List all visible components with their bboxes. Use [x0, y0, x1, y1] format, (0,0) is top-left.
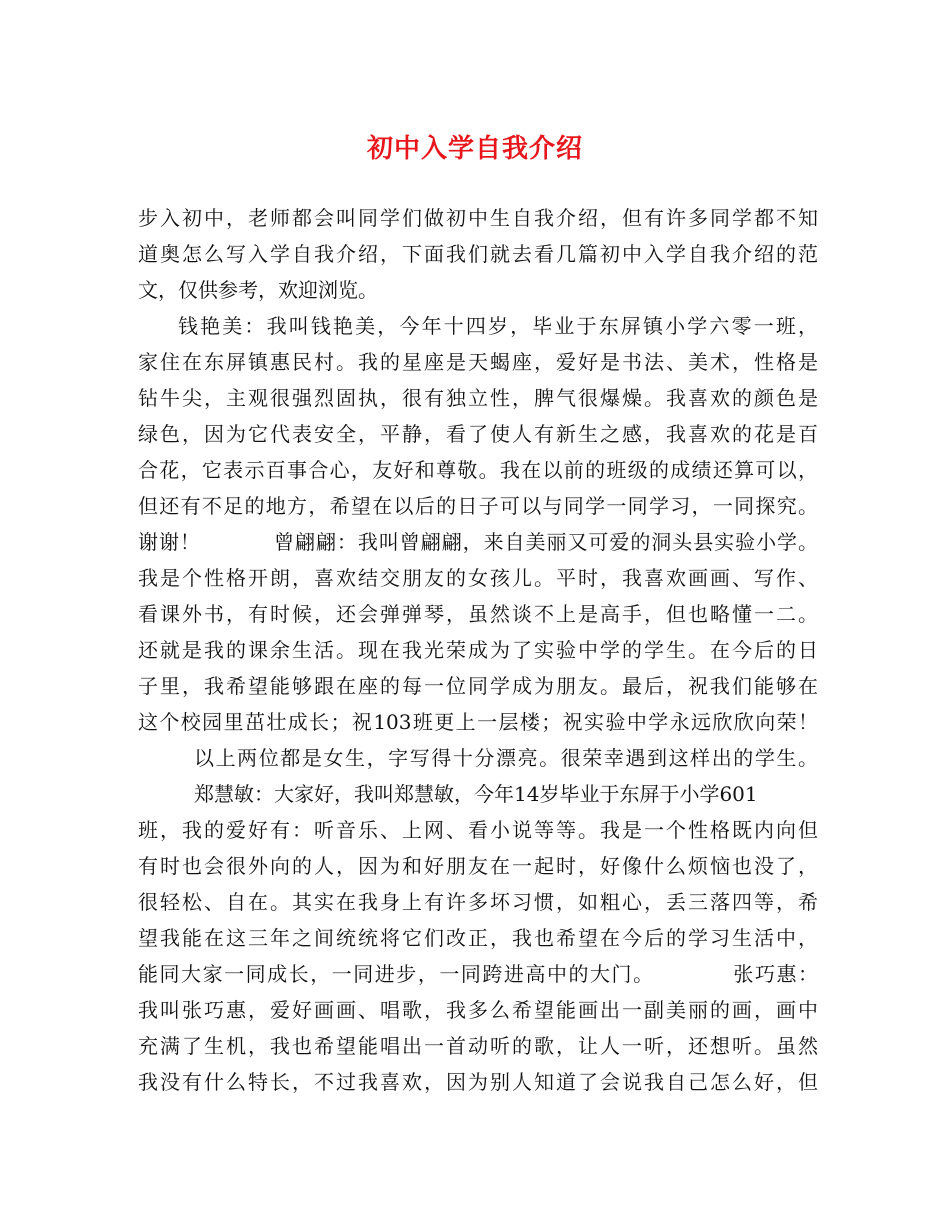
- text-line: 郑慧敏：大家好，我叫郑慧敏，今年14岁毕业于东屏于小学601: [194, 782, 758, 806]
- text-line: 谢谢！ 曾翩翩：我叫曾翩翩，来自美丽又可爱的洞头县实验小学。: [138, 530, 818, 554]
- text-line: 绿色，因为它代表安全，平静，看了使人有新生之感，我喜欢的花是百: [138, 422, 818, 446]
- text-line: 我是个性格开朗，喜欢结交朋友的女孩儿。平时，我喜欢画画、写作、: [138, 566, 818, 590]
- text-line: 还就是我的课余生活。现在我光荣成为了实验中学的学生。在今后的日: [138, 638, 818, 662]
- text-line: 合花，它表示百事合心，友好和尊敬。我在以前的班级的成绩还算可以，: [138, 458, 818, 482]
- document-body: [138, 200, 818, 1100]
- text-line: 钱艳美：我叫钱艳美，今年十四岁，毕业于东屏镇小学六零一班，: [178, 314, 818, 338]
- text-line: 这个校园里茁壮成长；祝103班更上一层楼；祝实验中学永远欣欣向荣！: [138, 710, 818, 734]
- text-line: 有时也会很外向的人，因为和好朋友在一起时，好像什么烦恼也没了，: [138, 854, 818, 878]
- text-line: 很轻松、自在。其实在我身上有许多坏习惯，如粗心，丢三落四等，希: [138, 890, 818, 914]
- text-line: 钻牛尖，主观很强烈固执，很有独立性，脾气很爆燥。我喜欢的颜色是: [138, 386, 818, 410]
- text-line: 班，我的爱好有：听音乐、上网、看小说等等。我是一个性格既内向但: [138, 818, 818, 842]
- text-line: 文，仅供参考，欢迎浏览。: [138, 278, 378, 302]
- text-line: 步入初中，老师都会叫同学们做初中生自我介绍，但有许多同学都不知: [138, 206, 818, 230]
- text-line: 充满了生机，我也希望能唱出一首动听的歌，让人一听，还想听。虽然: [138, 1034, 818, 1058]
- text-line: 我没有什么特长，不过我喜欢，因为别人知道了会说我自己怎么好，但: [138, 1070, 818, 1094]
- text-line: 以上两位都是女生，字写得十分漂亮。很荣幸遇到这样出的学生。: [194, 746, 818, 770]
- text-line: 我叫张巧惠，爱好画画、唱歌，我多么希望能画出一副美丽的画，画中: [138, 998, 818, 1022]
- text-line: 看课外书，有时候，还会弹弹琴，虽然谈不上是高手，但也略懂一二。: [138, 602, 818, 626]
- text-line: 望我能在这三年之间统统将它们改正，我也希望在今后的学习生活中，: [138, 926, 818, 950]
- text-line: 能同大家一同成长，一同进步，一同跨进高中的大门。 张巧惠：: [138, 962, 818, 986]
- text-line: 家住在东屏镇惠民村。我的星座是天蝎座，爱好是书法、美术，性格是: [138, 350, 818, 374]
- text-line: 道奥怎么写入学自我介绍，下面我们就去看几篇初中入学自我介绍的范: [138, 242, 818, 266]
- text-line: 子里，我希望能够跟在座的每一位同学成为朋友。最后，祝我们能够在: [138, 674, 818, 698]
- document-title: 初中入学自我介绍: [366, 134, 583, 164]
- text-line: 但还有不足的地方，希望在以后的日子可以与同学一同学习，一同探究。: [138, 494, 818, 518]
